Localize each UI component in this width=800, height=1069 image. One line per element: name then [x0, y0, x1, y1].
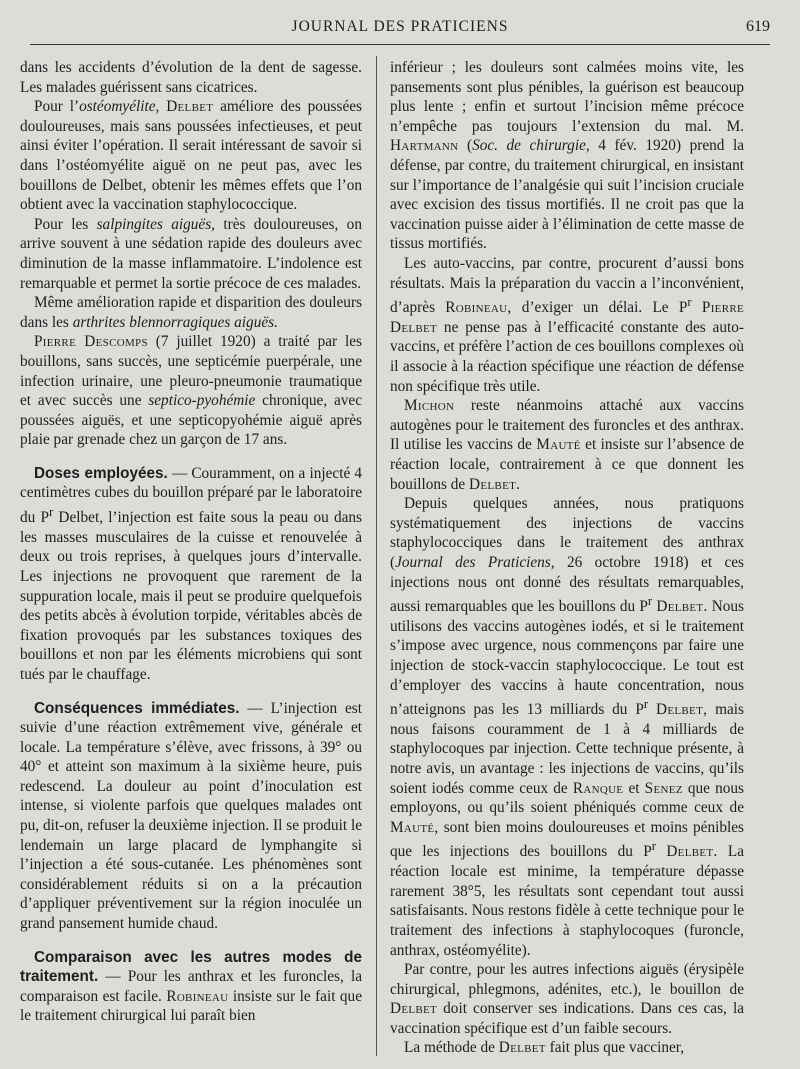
text-run: chronique, avec poussées aiguës, et une septicopyohémie aiguë après plaie par grenade chez un garçon de 17 ans. [20, 392, 362, 449]
text-run: fait plus que vacciner, [545, 1039, 685, 1057]
text-run: Delbet [166, 98, 214, 116]
text-run: La réaction locale est minime, la température dépasse rarement 38°5, les résultats sont cependant tout aussi satisfaisants. Nous restons fidèle à cette technique pour le traitement des infections à staphylocoques (furoncle, anthrax, ostéomyélite). [390, 843, 744, 959]
text-run: d’exiger un délai. Le P [511, 299, 688, 317]
text-run: Même amélioration rapide et disparition des douleurs dans les [20, 294, 362, 331]
text-run: Michon [404, 397, 455, 415]
text-run: — L’injection est suivie d’une réaction extrêmement vive, générale et locale. La température s’élève, avec frissons, à 39° ou 40° et atteint son maximum à la sixième heure, puis redescend. La douleur au point d’inoculation est intense, si violente parfois que quelques malades ont pu, dit-on, refuser la deuxième injection. Il se produit le lendemain un large placard de lymphangite si l’injection a été sous-cutanée. Les phénomènes sont considérablement réduits si on a la précaution d’appliquer préventivement sur la région inoculée un grand pansement humide chaud. [20, 699, 362, 933]
text-run: Delbet. [666, 843, 718, 861]
text-run: r [687, 295, 692, 310]
text-run: améliore des poussées douloureuses, mais sans poussées infectieuses, et peut ainsi éviter l’opération. Il serait intéressant de savoir si dans l’ostéomyélite aiguë on ne peut pas, avec les bouillons de Delbet, obtenir les mêmes effets que l’on obtient avec la vaccination staphylococcique. [20, 98, 362, 214]
text-run: Senez [644, 779, 683, 797]
paragraph [20, 332, 362, 450]
text-run: salpingites aiguës, [96, 215, 215, 233]
text-run: doit conserver ses indications. Dans ces cas, la vaccination spécifique est d’un faible secours. [390, 1000, 744, 1037]
text-run: et insiste sur l’absence de réaction locale, contrairement à ce que donnent les bouillons de [390, 436, 745, 493]
page-number: 619 [746, 18, 770, 35]
text-run: r [49, 505, 54, 520]
paragraph-comparison [20, 948, 362, 1026]
text-run: Delbet, l’injection est faite sous la peau ou dans les masses musculaires de la cuisse et renouvelée à deux ou trois reprises, à quelques jours d’intervalle. Les injections ne provoquent que rarement de la suppuration locale, mais il peut se produire quelquefois des petits abcès à évolution torpide, véritables abcès de fixation provoqués par les substances toxiques des bouillons et non par les éléments microbiens qui sont tués par le chauffage. [20, 509, 362, 683]
paragraph [20, 97, 362, 215]
paragraph [20, 215, 362, 293]
text-run: Pierre Delbet [390, 299, 744, 336]
text-run: La méthode de [404, 1039, 499, 1057]
text-run: Mauté, [390, 818, 439, 836]
text-run: arthrites blennorragiques aiguës. [72, 313, 278, 331]
text-run: — Pour les anthrax et les furoncles, la comparaison est facile. [20, 968, 362, 1005]
right-column [390, 58, 744, 1058]
text-run: septico-pyohémie [148, 392, 256, 410]
left-column [20, 58, 362, 1026]
text-run: Delbet [390, 1000, 438, 1018]
section-heading: Comparaison avec les autres modes de traitement. [20, 948, 362, 986]
section-heading: Doses employées. [34, 464, 168, 482]
text-run: r [651, 839, 656, 854]
text-run: Journal des Praticiens, [395, 553, 555, 571]
text-run: dans les accidents d’évolution de la dent de sagesse. Les malades guérissent sans cicatrices. [20, 59, 362, 96]
text-run: Delbet. [469, 475, 521, 493]
paragraph [390, 58, 744, 254]
text-run: 4 fév. 1920) prend la défense, par contre, du traitement chirurgical, en insistant sur l’importance de l’analgésie qui suit l’incision cruciale avec excision des tissus mortifiés. Il ne croit pas que la vaccination puisse aider à l’élimination de cette masse de tissus mortifiés. [390, 137, 745, 253]
text-run [648, 701, 656, 718]
text-run: Pierre Descomps [34, 333, 148, 351]
text-run: que nous employons, ou qu’ils soient phéniqués comme ceux de [390, 779, 744, 817]
text-run: insiste sur le fait que le traitement chirurgical lui paraît bien [20, 987, 362, 1025]
text-run [692, 299, 702, 316]
text-run: Depuis quelques années, nous pratiquons systématiquement des injections de vaccins staphylococciques dans le traitement des anthrax ( [390, 495, 744, 571]
paragraph [20, 58, 362, 97]
text-run: r [647, 594, 653, 609]
text-run: Mauté [536, 436, 581, 454]
text-run: (7 juillet 1920) a traité par les bouillons, sans succès, une septicémie puerpérale, une infection urinaire, une pleuro-pneumonie traumatique et avec succès une [20, 333, 363, 410]
text-run: Soc. de chirurgie, [472, 137, 590, 155]
text-run: Delbet, [656, 701, 708, 719]
paragraph [20, 293, 362, 332]
text-run: sont bien moins douloureuses et moins pénibles que les injections des bouillons du P [390, 818, 744, 861]
text-run: Ranque [572, 779, 624, 797]
text-run: 26 octobre 1918) et ces injections nous ont donné des résultats remarquables, aussi remarquables que les bouillons du P [390, 553, 745, 616]
text-run: Par contre, pour les autres infections aiguës (érysipèle chirurgical, phlegmons, adénites, etc.), le bouillon de [390, 961, 744, 998]
text-run: Nous utilisons des vaccins autogènes iodés, et si le traitement s’impose avec urgence, nous commençons par faire une injection de stock-vaccin staphylococcique. Le tout est d’employer des vaccins à haute concentration, nous n’atteignons pas les 13 milliards du P [390, 598, 745, 719]
text-run [656, 844, 666, 861]
paragraph [390, 960, 744, 1038]
text-run: et [623, 779, 645, 797]
running-header [30, 0, 770, 46]
header-rule [30, 44, 770, 45]
paragraph [390, 1038, 744, 1058]
text-run: Delbet [498, 1039, 546, 1057]
paragraph [390, 254, 744, 396]
text-run: ( [458, 137, 473, 155]
paragraph-consequences [20, 699, 362, 934]
text-run: inférieur ; les douleurs sont calmées moins vite, les pansements sont plus pénibles, la guérison est beaucoup plus lente ; enfin et surtout l’incision même précoce n’empêche pas toujours l’extension du mal. M. [390, 59, 744, 135]
text-run: reste néanmoins attaché aux vaccins autogènes pour le traitement des furoncles et des anthrax. Il utilise les vaccins de [390, 397, 744, 454]
text-run: mais nous faisons couramment de 1 à 4 milliards de staphylocoques par injection. Cette technique présente, à notre avis, un avantage : les injections de vaccins, qu’ils soient iodés comme ceux de [390, 701, 745, 797]
text-run: r [643, 697, 649, 712]
text-run: très douloureuses, on arrive souvent à une sédation rapide des douleurs avec diminution de la masse inflammatoire. L’indolence est remarquable et permet la sortie précoce de ces malades. [20, 215, 362, 292]
section-heading: Conséquences immédiates. [34, 699, 240, 717]
text-run: ostéomyélite, [79, 98, 160, 116]
column-divider [376, 56, 377, 1056]
text-run: Robineau, [445, 299, 512, 317]
text-run: ne pense pas à l’efficacité constante des auto-vaccins, et préfère l’action de ces bouillons complexes où il associe à la réaction spécifique une réaction de défense non spécifique très utile. [390, 318, 744, 395]
text-run: Pour les [34, 215, 97, 233]
text-run: Hartmann [390, 137, 459, 155]
paragraph [390, 494, 744, 960]
text-run: — Couramment, on a injecté 4 centimètres cubes du bouillon préparé par le laboratoire du P [20, 464, 363, 527]
text-run: Pour l’ [34, 98, 80, 116]
text-run: Robineau [166, 987, 229, 1005]
journal-title: JOURNAL DES PRATICIENS [291, 18, 509, 35]
text-run: Les auto-vaccins, par contre, procurent d’aussi bons résultats. Mais la préparation du vaccin a l’inconvénient, d’après [390, 254, 744, 317]
paragraph [390, 396, 744, 494]
paragraph-doses [20, 464, 362, 685]
text-run: Delbet. [656, 598, 708, 616]
